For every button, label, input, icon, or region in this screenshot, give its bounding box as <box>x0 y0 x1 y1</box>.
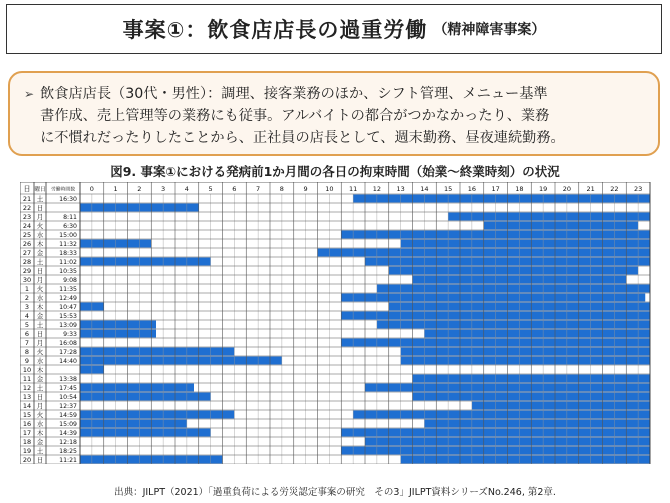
work-segment-bar <box>424 420 650 428</box>
row-day-label: 14 <box>22 402 32 411</box>
hour-tick-label: 11 <box>348 185 358 193</box>
hour-tick-label: 6 <box>232 185 237 193</box>
work-segment-bar <box>377 321 650 329</box>
description-box <box>8 71 660 156</box>
row-hours-label: 8:11 <box>63 214 77 222</box>
row-weekday-label: 土 <box>36 447 44 456</box>
work-segment-bar <box>401 348 650 356</box>
title-main: 事案①：飲食店店長の過重労働 <box>122 18 428 42</box>
row-day-label: 24 <box>22 222 32 231</box>
work-segment-bar <box>389 267 638 275</box>
row-weekday-label: 月 <box>36 276 44 285</box>
hour-tick-label: 17 <box>491 185 500 193</box>
row-day-label: 29 <box>22 267 32 276</box>
slide-title <box>6 4 662 54</box>
row-day-label: 7 <box>24 339 30 348</box>
row-weekday-label: 日 <box>36 204 44 213</box>
work-segment-bar <box>353 411 650 419</box>
row-weekday-label: 金 <box>36 438 44 447</box>
row-weekday-label: 火 <box>36 348 44 357</box>
row-day-label: 27 <box>22 249 32 258</box>
row-day-label: 3 <box>24 303 30 312</box>
row-weekday-label: 月 <box>36 213 44 222</box>
row-weekday-label: 火 <box>36 411 44 420</box>
hour-tick-label: 19 <box>538 185 548 193</box>
row-day-label: 19 <box>22 447 32 456</box>
row-weekday-label: 木 <box>36 303 44 312</box>
work-segment-bar <box>401 357 650 365</box>
hour-tick-label: 3 <box>161 185 166 193</box>
row-weekday-label: 日 <box>36 393 44 402</box>
row-hours-label: 18:33 <box>59 250 77 258</box>
row-weekday-label: 木 <box>36 240 44 249</box>
row-day-label: 11 <box>22 375 32 384</box>
row-day-label: 13 <box>22 393 32 402</box>
hour-tick-label: 22 <box>610 185 619 193</box>
header-weekday: 曜日 <box>34 187 46 193</box>
row-hours-label: 10:54 <box>59 394 77 402</box>
row-hours-label: 16:08 <box>59 340 77 348</box>
hour-tick-label: 0 <box>89 185 94 193</box>
hour-tick-label: 1 <box>113 185 118 193</box>
work-segment-bar <box>472 402 650 410</box>
work-segment-bar <box>377 285 650 293</box>
row-day-label: 28 <box>22 258 32 267</box>
hour-tick-label: 18 <box>515 185 524 193</box>
work-segment-bar <box>80 321 156 329</box>
row-weekday-label: 日 <box>36 267 44 276</box>
work-segment-bar <box>80 429 211 437</box>
row-hours-label: 10:35 <box>59 268 77 276</box>
row-hours-label: 15:00 <box>59 232 77 240</box>
row-hours-label: 11:02 <box>59 259 77 267</box>
row-hours-label: 16:30 <box>59 196 77 204</box>
row-weekday-label: 水 <box>36 420 44 429</box>
row-day-label: 26 <box>22 240 32 249</box>
hour-tick-label: 7 <box>256 185 261 193</box>
row-day-label: 22 <box>22 204 32 213</box>
row-weekday-label: 水 <box>36 294 44 303</box>
hour-tick-label: 23 <box>633 185 643 193</box>
row-day-label: 2 <box>24 294 30 303</box>
row-hours-label: 14:39 <box>59 430 77 438</box>
work-segment-bar <box>401 240 650 248</box>
row-weekday-label: 月 <box>36 339 44 348</box>
row-hours-label: 17:45 <box>59 385 77 393</box>
hour-tick-label: 9 <box>303 185 308 193</box>
row-day-label: 10 <box>22 366 32 375</box>
description-row <box>24 83 644 149</box>
row-hours-label: 14:59 <box>59 412 77 420</box>
row-day-label: 20 <box>22 456 32 464</box>
row-hours-label: 18:25 <box>59 448 77 456</box>
work-segment-bar <box>80 348 234 356</box>
row-day-label: 30 <box>22 276 32 285</box>
hour-tick-label: 16 <box>467 185 477 193</box>
row-day-label: 12 <box>22 384 32 393</box>
row-weekday-label: 水 <box>36 357 44 366</box>
hour-tick-label: 13 <box>396 185 405 193</box>
row-hours-label: 11:21 <box>59 457 77 464</box>
work-segment-bar <box>341 294 645 302</box>
row-weekday-label: 金 <box>36 375 44 384</box>
work-segment-bar <box>80 357 282 365</box>
row-day-label: 18 <box>22 438 32 447</box>
row-day-label: 1 <box>24 285 30 294</box>
row-day-label: 16 <box>22 420 32 429</box>
row-day-label: 17 <box>22 429 32 438</box>
row-hours-label: 15:09 <box>59 421 77 429</box>
row-hours-label: 12:37 <box>59 403 77 411</box>
row-hours-label: 6:30 <box>63 223 77 231</box>
work-hours-chart <box>20 182 652 464</box>
row-weekday-label: 火 <box>36 285 44 294</box>
row-hours-label: 9:08 <box>63 277 77 285</box>
row-weekday-label: 金 <box>36 249 44 258</box>
row-weekday-label: 土 <box>36 384 44 393</box>
row-day-label: 4 <box>24 312 30 321</box>
work-segment-bar <box>424 330 650 338</box>
row-hours-label: 11:35 <box>59 286 77 294</box>
row-hours-label: 14:40 <box>59 358 77 366</box>
row-day-label: 8 <box>24 348 30 357</box>
row-hours-label: 12:18 <box>59 439 77 447</box>
work-hours-chart-svg <box>20 182 652 464</box>
description-line: に不慣れだったりしたことから、正社員の店長として、週末勤務、昼夜連続勤務。 <box>40 130 565 146</box>
work-segment-bar <box>80 384 194 392</box>
hour-tick-label: 2 <box>137 185 142 193</box>
row-hours-label: 10:47 <box>59 304 77 312</box>
row-day-label: 25 <box>22 231 32 240</box>
hour-tick-label: 4 <box>184 185 189 193</box>
hour-tick-label: 15 <box>443 185 453 193</box>
work-segment-bar <box>80 411 234 419</box>
row-hours-label: 17:28 <box>59 349 77 357</box>
work-segment-bar <box>80 420 187 428</box>
row-weekday-label: 火 <box>36 222 44 231</box>
hour-tick-label: 21 <box>586 185 595 193</box>
work-segment-bar <box>80 393 211 401</box>
description-line: 書作成、売上管理等の業務にも従事。アルバイトの都合がつかなかったり、業務 <box>40 108 550 124</box>
hour-tick-label: 10 <box>325 185 334 193</box>
title-sub: （精神障害事案） <box>433 22 546 38</box>
row-day-label: 15 <box>22 411 32 420</box>
row-weekday-label: 土 <box>36 321 44 330</box>
row-hours-label: 9:33 <box>63 331 77 339</box>
work-segment-bar <box>484 222 638 230</box>
work-segment-bar <box>353 195 650 203</box>
hour-tick-label: 14 <box>420 185 429 193</box>
row-weekday-label: 木 <box>36 366 44 375</box>
header-hours: 労働時間数 <box>51 187 75 193</box>
row-weekday-label: 日 <box>36 330 44 339</box>
row-day-label: 23 <box>22 213 32 222</box>
work-segment-bar <box>401 456 650 464</box>
work-segment-bar <box>448 213 650 221</box>
row-day-label: 5 <box>24 321 30 330</box>
row-weekday-label: 土 <box>36 258 44 267</box>
row-hours-label: 13:09 <box>59 322 77 330</box>
description-text <box>40 83 644 149</box>
row-hours-label: 12:49 <box>59 295 77 303</box>
hour-tick-label: 20 <box>562 185 572 193</box>
row-hours-label: 13:38 <box>59 376 77 384</box>
row-weekday-label: 月 <box>36 402 44 411</box>
row-weekday-label: 土 <box>36 195 44 204</box>
work-segment-bar <box>80 258 211 266</box>
hour-tick-label: 8 <box>279 185 284 193</box>
row-weekday-label: 水 <box>36 231 44 240</box>
row-day-label: 6 <box>24 330 30 339</box>
work-segment-bar <box>80 330 156 338</box>
row-hours-label: 15:53 <box>59 313 77 321</box>
hour-tick-label: 5 <box>208 185 213 193</box>
description-line: 飲食店店長（30代・男性）：調理、接客業務のほか、シフト管理、メニュー基準 <box>40 86 548 102</box>
source-citation: 出典：JILPT（2021）「過重負荷による労災認定事案の研究 その3」JILPT資料シリーズNo.246, 第2章. <box>114 487 556 498</box>
row-day-label: 9 <box>24 357 30 366</box>
hour-tick-label: 12 <box>372 185 382 193</box>
figure-caption: 図9. 事案①における発病前1か月間の各日の拘束時間（始業～終業時刻）の状況 <box>110 164 560 179</box>
row-day-label: 21 <box>22 195 32 204</box>
header-date: 日 <box>23 185 31 193</box>
row-hours-label: 11:32 <box>59 241 77 249</box>
row-weekday-label: 日 <box>36 456 44 464</box>
arrow-bullet-icon: ➢ <box>24 87 35 101</box>
row-weekday-label: 木 <box>36 429 44 438</box>
row-weekday-label: 金 <box>36 312 44 321</box>
